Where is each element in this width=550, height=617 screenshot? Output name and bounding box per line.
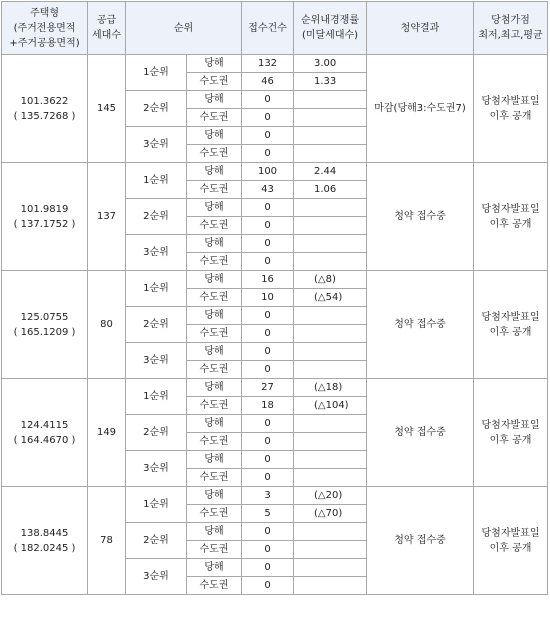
applicant-count-cell: 0 [242, 91, 294, 109]
region-cell: 수도권 [187, 469, 242, 487]
applicant-count-cell: 43 [242, 181, 294, 199]
region-cell: 당해 [187, 163, 242, 181]
applicant-count-cell: 0 [242, 343, 294, 361]
score-line-2: 이후 공개 [489, 434, 532, 446]
header-winning-score: 당첨가점 최저,최고,평균 [474, 2, 548, 55]
result-cell: 청약 접수중 [367, 379, 474, 487]
housing-type-cell [2, 163, 88, 271]
header-supply: 공급 세대수 [88, 2, 126, 55]
competition-ratio-cell: (△104) [294, 397, 367, 415]
score-line-1: 당첨자발표일 [481, 419, 540, 431]
applicant-count-cell: 0 [242, 127, 294, 145]
competition-ratio-cell: 2.44 [294, 163, 367, 181]
applicant-count-cell: 0 [242, 523, 294, 541]
competition-ratio-cell [294, 523, 367, 541]
score-line-1: 당첨자발표일 [481, 311, 540, 323]
region-cell: 수도권 [187, 217, 242, 235]
supply-count-cell: 149 [88, 379, 126, 487]
competition-ratio-cell [294, 541, 367, 559]
header-applicants: 접수건수 [242, 2, 294, 55]
score-line-2: 이후 공개 [489, 218, 532, 230]
header-rank: 순위 [126, 2, 242, 55]
score-line-1: 당첨자발표일 [481, 527, 540, 539]
rank-label-cell: 3순위 [126, 451, 187, 487]
competition-ratio-cell: 3.00 [294, 55, 367, 73]
region-cell: 수도권 [187, 361, 242, 379]
header-result: 청약결과 [367, 2, 474, 55]
applicant-count-cell: 0 [242, 433, 294, 451]
competition-ratio-cell [294, 109, 367, 127]
region-cell: 당해 [187, 523, 242, 541]
score-line-2: 이후 공개 [489, 542, 532, 554]
rank-label-cell: 3순위 [126, 127, 187, 163]
competition-ratio-cell [294, 559, 367, 577]
competition-ratio-cell [294, 343, 367, 361]
region-cell: 수도권 [187, 397, 242, 415]
applicant-count-cell: 18 [242, 397, 294, 415]
score-line-2: 이후 공개 [489, 110, 532, 122]
applicant-count-cell: 46 [242, 73, 294, 91]
rank-label-cell: 1순위 [126, 379, 187, 415]
region-cell: 수도권 [187, 289, 242, 307]
winning-score-cell [474, 55, 548, 163]
region-cell: 수도권 [187, 505, 242, 523]
competition-ratio-cell: 1.06 [294, 181, 367, 199]
region-cell: 당해 [187, 451, 242, 469]
rank-label-cell: 3순위 [126, 235, 187, 271]
competition-ratio-cell [294, 307, 367, 325]
area-total-value: ( 164.4670 ) [13, 434, 76, 446]
region-cell: 수도권 [187, 541, 242, 559]
subscription-results [1, 1, 548, 595]
region-cell: 당해 [187, 307, 242, 325]
competition-ratio-cell [294, 199, 367, 217]
rank-label-cell: 1순위 [126, 271, 187, 307]
region-cell: 수도권 [187, 109, 242, 127]
applicant-count-cell: 0 [242, 109, 294, 127]
housing-type-cell [2, 55, 88, 163]
applicant-count-cell: 100 [242, 163, 294, 181]
winning-score-cell [474, 379, 548, 487]
competition-ratio-cell [294, 451, 367, 469]
housing-type-cell [2, 379, 88, 487]
region-cell: 당해 [187, 127, 242, 145]
region-cell: 수도권 [187, 253, 242, 271]
applicant-count-cell: 10 [242, 289, 294, 307]
rank-label-cell: 1순위 [126, 55, 187, 91]
table-row [2, 55, 548, 73]
competition-ratio-cell [294, 469, 367, 487]
housing-type-cell [2, 271, 88, 379]
competition-ratio-cell: 1.33 [294, 73, 367, 91]
applicant-count-cell: 0 [242, 577, 294, 595]
region-cell: 당해 [187, 559, 242, 577]
result-cell: 마감(당해3:수도권7) [367, 55, 474, 163]
rank-label-cell: 1순위 [126, 163, 187, 199]
rank-label-cell: 2순위 [126, 199, 187, 235]
rank-label-cell: 2순위 [126, 307, 187, 343]
area-total-value: ( 137.1752 ) [13, 218, 76, 230]
applicant-count-cell: 0 [242, 559, 294, 577]
applicant-count-cell: 0 [242, 541, 294, 559]
table-row [2, 163, 548, 181]
region-cell: 수도권 [187, 325, 242, 343]
region-cell: 수도권 [187, 73, 242, 91]
result-cell: 청약 접수중 [367, 163, 474, 271]
housing-type-cell [2, 487, 88, 595]
header-housing-type: 주택형 (주거전용면적 +주거공용면적) [2, 2, 88, 55]
rank-label-cell: 1순위 [126, 487, 187, 523]
area-total-value: ( 182.0245 ) [13, 542, 76, 554]
competition-ratio-cell: (△70) [294, 505, 367, 523]
competition-ratio-cell: (△8) [294, 271, 367, 289]
competition-ratio-cell [294, 577, 367, 595]
winning-score-cell [474, 163, 548, 271]
region-cell: 당해 [187, 55, 242, 73]
area-value: 101.3622 [20, 95, 69, 107]
supply-count-cell: 80 [88, 271, 126, 379]
applicant-count-cell: 16 [242, 271, 294, 289]
result-cell: 청약 접수중 [367, 271, 474, 379]
competition-ratio-cell: (△18) [294, 379, 367, 397]
applicant-count-cell: 0 [242, 325, 294, 343]
winning-score-cell [474, 487, 548, 595]
region-cell: 수도권 [187, 433, 242, 451]
score-line-1: 당첨자발표일 [481, 203, 540, 215]
competition-ratio-cell [294, 415, 367, 433]
applicant-count-cell: 0 [242, 199, 294, 217]
applicant-count-cell: 0 [242, 307, 294, 325]
region-cell: 당해 [187, 415, 242, 433]
supply-count-cell: 78 [88, 487, 126, 595]
header-row [2, 2, 548, 55]
rank-label-cell: 3순위 [126, 343, 187, 379]
applicant-count-cell: 5 [242, 505, 294, 523]
region-cell: 당해 [187, 199, 242, 217]
supply-count-cell: 137 [88, 163, 126, 271]
competition-ratio-cell [294, 91, 367, 109]
table-row [2, 487, 548, 505]
area-total-value: ( 165.1209 ) [13, 326, 76, 338]
area-value: 101.9819 [20, 203, 69, 215]
applicant-count-cell: 0 [242, 415, 294, 433]
result-cell: 청약 접수중 [367, 487, 474, 595]
competition-ratio-cell: (△20) [294, 487, 367, 505]
region-cell: 당해 [187, 91, 242, 109]
competition-ratio-cell [294, 235, 367, 253]
area-value: 124.4115 [20, 419, 69, 431]
winning-score-cell [474, 271, 548, 379]
region-cell: 당해 [187, 271, 242, 289]
competition-ratio-cell [294, 217, 367, 235]
applicant-count-cell: 0 [242, 235, 294, 253]
region-cell: 당해 [187, 487, 242, 505]
area-total-value: ( 135.7268 ) [13, 110, 76, 122]
area-value: 125.0755 [20, 311, 69, 323]
rank-label-cell: 3순위 [126, 559, 187, 595]
competition-ratio-cell [294, 361, 367, 379]
applicant-count-cell: 3 [242, 487, 294, 505]
rank-label-cell: 2순위 [126, 523, 187, 559]
applicant-count-cell: 0 [242, 145, 294, 163]
applicant-count-cell: 0 [242, 469, 294, 487]
region-cell: 수도권 [187, 577, 242, 595]
region-cell: 당해 [187, 343, 242, 361]
competition-ratio-cell [294, 145, 367, 163]
region-cell: 수도권 [187, 181, 242, 199]
table-row [2, 271, 548, 289]
applicant-count-cell: 0 [242, 253, 294, 271]
supply-count-cell: 145 [88, 55, 126, 163]
header-competition: 순위내경쟁률 (미달세대수) [294, 2, 367, 55]
rank-label-cell: 2순위 [126, 415, 187, 451]
applicant-count-cell: 27 [242, 379, 294, 397]
region-cell: 당해 [187, 235, 242, 253]
score-line-2: 이후 공개 [489, 326, 532, 338]
applicant-count-cell: 0 [242, 451, 294, 469]
table-row [2, 379, 548, 397]
region-cell: 당해 [187, 379, 242, 397]
competition-ratio-cell [294, 253, 367, 271]
region-cell: 수도권 [187, 145, 242, 163]
applicant-count-cell: 132 [242, 55, 294, 73]
rank-label-cell: 2순위 [126, 91, 187, 127]
score-line-1: 당첨자발표일 [481, 95, 540, 107]
competition-ratio-cell: (△54) [294, 289, 367, 307]
applicant-count-cell: 0 [242, 217, 294, 235]
competition-ratio-cell [294, 325, 367, 343]
competition-ratio-cell [294, 433, 367, 451]
applicant-count-cell: 0 [242, 361, 294, 379]
competition-ratio-cell [294, 127, 367, 145]
subscription-table [1, 1, 548, 595]
area-value: 138.8445 [20, 527, 69, 539]
